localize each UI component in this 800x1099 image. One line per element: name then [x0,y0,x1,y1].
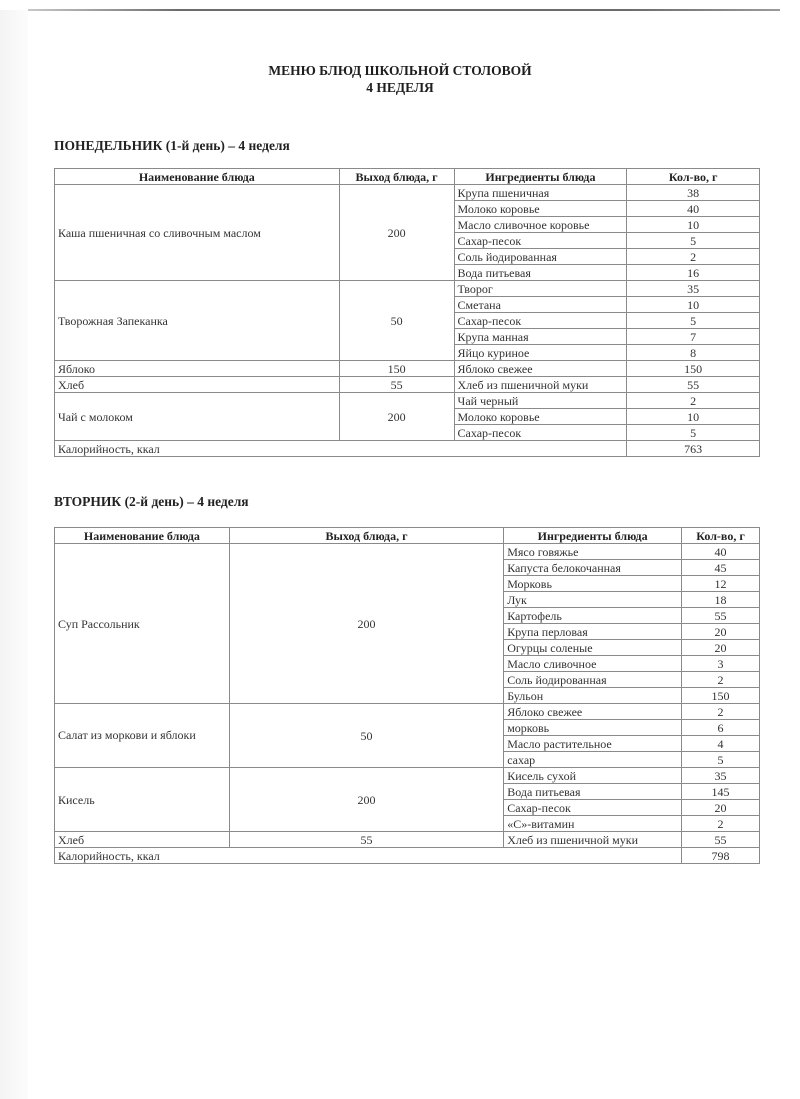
ingredient-name: Яблоко свежее [454,361,627,377]
dish-name: Каша пшеничная со сливочным маслом [55,185,340,281]
ingredient-qty: 2 [682,672,760,688]
column-header-ingredients: Ингредиенты блюда [504,528,682,544]
title-line-2: 4 НЕДЕЛЯ [366,80,434,95]
ingredient-name: Сахар-песок [454,233,627,249]
ingredient-qty: 2 [627,249,760,265]
ingredient-name: Сахар-песок [454,313,627,329]
ingredient-name: Соль йодированная [454,249,627,265]
ingredient-qty: 18 [682,592,760,608]
ingredient-name: Кисель сухой [504,768,682,784]
ingredient-qty: 2 [627,393,760,409]
column-header-qty: Кол-во, г [682,528,760,544]
column-header-yield: Выход блюда, г [229,528,503,544]
ingredient-qty: 35 [627,281,760,297]
ingredient-name: Вода питьевая [504,784,682,800]
title-line-1: МЕНЮ БЛЮД ШКОЛЬНОЙ СТОЛОВОЙ [268,63,532,78]
dish-yield: 200 [229,544,503,704]
dish-name: Салат из моркови и яблоки [55,704,230,768]
calories-label: Калорийность, ккал [55,441,627,457]
table-header-row [55,169,760,185]
table-header-row [55,528,760,544]
ingredient-name: Сахар-песок [504,800,682,816]
ingredient-qty: 10 [627,217,760,233]
ingredient-name: Капуста белокочанная [504,560,682,576]
scan-top-edge [28,9,780,11]
table-row [55,361,760,377]
dish-yield: 50 [339,281,454,361]
ingredient-name: Хлеб из пшеничной муки [454,377,627,393]
dish-yield: 50 [229,704,503,768]
dish-yield: 200 [229,768,503,832]
document-title [0,62,800,96]
dish-yield: 55 [229,832,503,848]
scan-page-edge [0,10,28,1099]
ingredient-qty: 16 [627,265,760,281]
ingredient-qty: 150 [627,361,760,377]
dish-name: Хлеб [55,832,230,848]
table-row [55,185,760,201]
column-header-dish: Наименование блюда [55,528,230,544]
ingredient-name: Мясо говяжье [504,544,682,560]
ingredient-name: «С»-витамин [504,816,682,832]
table-row [55,704,760,720]
ingredient-name: Сметана [454,297,627,313]
ingredient-name: Крупа перловая [504,624,682,640]
calories-value: 798 [682,848,760,864]
dish-yield: 200 [339,185,454,281]
ingredient-qty: 5 [682,752,760,768]
dish-name: Яблоко [55,361,340,377]
ingredient-name: Творог [454,281,627,297]
ingredient-qty: 8 [627,345,760,361]
ingredient-qty: 55 [627,377,760,393]
ingredient-qty: 35 [682,768,760,784]
ingredient-name: Масло сливочное [504,656,682,672]
ingredient-qty: 12 [682,576,760,592]
ingredient-name: сахар [504,752,682,768]
menu-table-monday [54,168,760,457]
ingredient-name: Огурцы соленые [504,640,682,656]
ingredient-name: Хлеб из пшеничной муки [504,832,682,848]
ingredient-qty: 145 [682,784,760,800]
ingredient-qty: 5 [627,425,760,441]
dish-name: Чай с молоком [55,393,340,441]
ingredient-qty: 20 [682,640,760,656]
column-header-dish: Наименование блюда [55,169,340,185]
ingredient-name: Масло сливочное коровье [454,217,627,233]
day-heading-tuesday: ВТОРНИК (2-й день) – 4 неделя [54,494,249,509]
table-row [55,768,760,784]
table-row [55,281,760,297]
ingredient-qty: 150 [682,688,760,704]
ingredient-qty: 10 [627,409,760,425]
ingredient-qty: 40 [627,201,760,217]
dish-name: Хлеб [55,377,340,393]
ingredient-name: Крупа пшеничная [454,185,627,201]
ingredient-name: Лук [504,592,682,608]
ingredient-qty: 4 [682,736,760,752]
ingredient-name: Вода питьевая [454,265,627,281]
ingredient-name: Молоко коровье [454,409,627,425]
ingredient-name: Картофель [504,608,682,624]
ingredient-name: морковь [504,720,682,736]
table-row [55,393,760,409]
table-row [55,544,760,560]
ingredient-name: Сахар-песок [454,425,627,441]
ingredient-qty: 40 [682,544,760,560]
ingredient-qty: 6 [682,720,760,736]
ingredient-qty: 55 [682,608,760,624]
ingredient-qty: 55 [682,832,760,848]
ingredient-qty: 2 [682,816,760,832]
ingredient-qty: 45 [682,560,760,576]
ingredient-name: Яблоко свежее [504,704,682,720]
ingredient-name: Крупа манная [454,329,627,345]
ingredient-name: Масло растительное [504,736,682,752]
ingredient-name: Молоко коровье [454,201,627,217]
table-row [55,377,760,393]
ingredient-qty: 2 [682,704,760,720]
dish-yield: 150 [339,361,454,377]
calories-label: Калорийность, ккал [55,848,682,864]
calories-value: 763 [627,441,760,457]
column-header-ingredients: Ингредиенты блюда [454,169,627,185]
dish-name: Кисель [55,768,230,832]
menu-table-tuesday [54,527,760,864]
dish-yield: 55 [339,377,454,393]
ingredient-qty: 3 [682,656,760,672]
ingredient-qty: 20 [682,800,760,816]
ingredient-name: Яйцо куриное [454,345,627,361]
ingredient-name: Чай черный [454,393,627,409]
ingredient-qty: 38 [627,185,760,201]
ingredient-qty: 20 [682,624,760,640]
ingredient-qty: 5 [627,313,760,329]
dish-yield: 200 [339,393,454,441]
calories-row [55,441,760,457]
table-row [55,832,760,848]
dish-name: Суп Рассольник [55,544,230,704]
ingredient-qty: 7 [627,329,760,345]
column-header-yield: Выход блюда, г [339,169,454,185]
calories-row [55,848,760,864]
day-heading-monday: ПОНЕДЕЛЬНИК (1-й день) – 4 неделя [54,138,290,153]
ingredient-qty: 10 [627,297,760,313]
ingredient-name: Морковь [504,576,682,592]
ingredient-name: Бульон [504,688,682,704]
dish-name: Творожная Запеканка [55,281,340,361]
ingredient-qty: 5 [627,233,760,249]
column-header-qty: Кол-во, г [627,169,760,185]
ingredient-name: Соль йодированная [504,672,682,688]
